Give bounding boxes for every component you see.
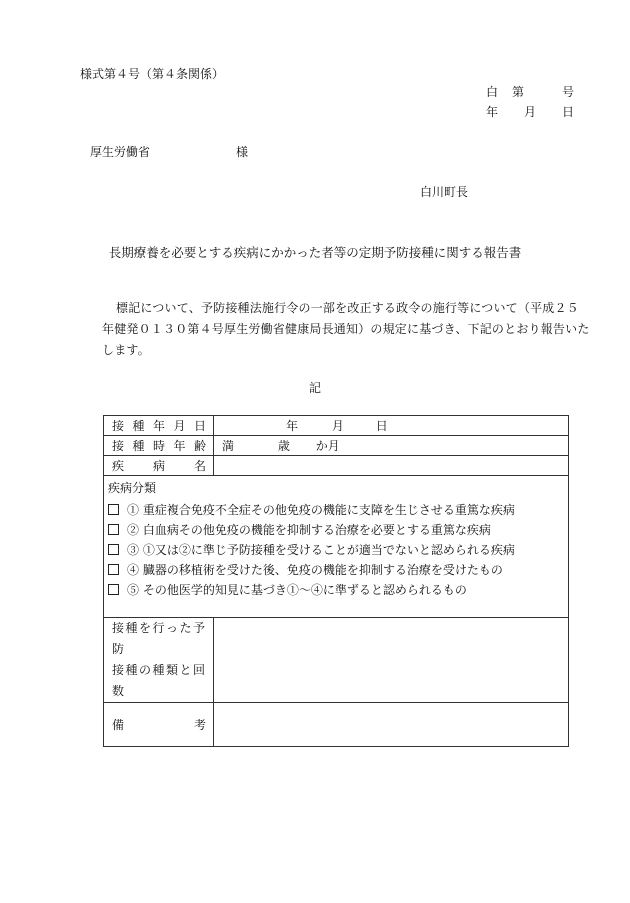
form-number: 様式第４号（第４条関係） (80, 67, 225, 81)
ref-prefix: 白 (486, 85, 499, 99)
vaccination-date-row (104, 416, 569, 436)
vaccine-value[interactable] (214, 618, 569, 703)
category-title: 疾病分類 (108, 481, 157, 495)
ki-heading: 記 (308, 381, 321, 395)
category-row (104, 476, 569, 618)
addressee (90, 143, 249, 160)
vaccine-label: 接種を行った予防 接種の種類と回数 (104, 618, 214, 703)
checkbox[interactable] (108, 524, 119, 535)
remarks-value[interactable] (214, 703, 569, 747)
disease-label: 疾病名 (104, 456, 214, 476)
disease-row (104, 456, 569, 476)
ref-go: 号 (562, 85, 575, 99)
category-item: ② 白血病その他免疫の機能を抑制する治療を必要とする重篤な疾病 (108, 520, 560, 540)
category-cell (104, 476, 569, 618)
age-row (104, 436, 569, 456)
report-table (103, 415, 569, 747)
remarks-row (104, 703, 569, 747)
date-year: 年 (486, 105, 499, 119)
age-label: 接種時年齢 (104, 436, 214, 456)
date-day: 日 (562, 105, 575, 119)
document-title: 長期療養を必要とする疾病にかかった者等の定期予防接種に関する報告書 (108, 245, 522, 260)
category-item: ④ 臓器の移植術を受けた後、免疫の機能を抑制する治療を受けたもの (108, 560, 560, 580)
age-value[interactable]: 満 歳 か月 (214, 436, 569, 456)
category-item: ⑤ その他医学的知見に基づき①～④に準ずると認められるもの (108, 580, 560, 600)
addressee-honorific: 様 (236, 145, 249, 159)
checkbox[interactable] (108, 504, 119, 515)
addressee-name: 厚生労働省 (90, 145, 151, 159)
vaccine-row (104, 618, 569, 703)
vaccination-date-label: 接種年月日 (104, 416, 214, 436)
category-item: ① 重症複合免疫不全症その他免疫の機能に支障を生じさせる重篤な疾病 (108, 500, 560, 520)
checkbox[interactable] (108, 544, 119, 555)
body-text: 標記について、予防接種法施行令の一部を改正する政令の施行等について（平成２５年健発０１３０第４号厚生労働省健康局長通知）の規定に基づき、下記のとおり報告いたします。 (102, 301, 590, 357)
checkbox[interactable] (108, 564, 119, 575)
ref-dai: 第 (512, 85, 525, 99)
category-item: ③ ①又は②に準じ予防接種を受けることが適当でないと認められる疾病 (108, 540, 560, 560)
sender: 白川町長 (420, 185, 469, 199)
date-month: 月 (524, 105, 537, 119)
remarks-label: 備考 (104, 703, 214, 747)
disease-value[interactable] (214, 456, 569, 476)
checkbox[interactable] (108, 584, 119, 595)
vaccination-date-value[interactable]: 年 月 日 (214, 416, 569, 436)
